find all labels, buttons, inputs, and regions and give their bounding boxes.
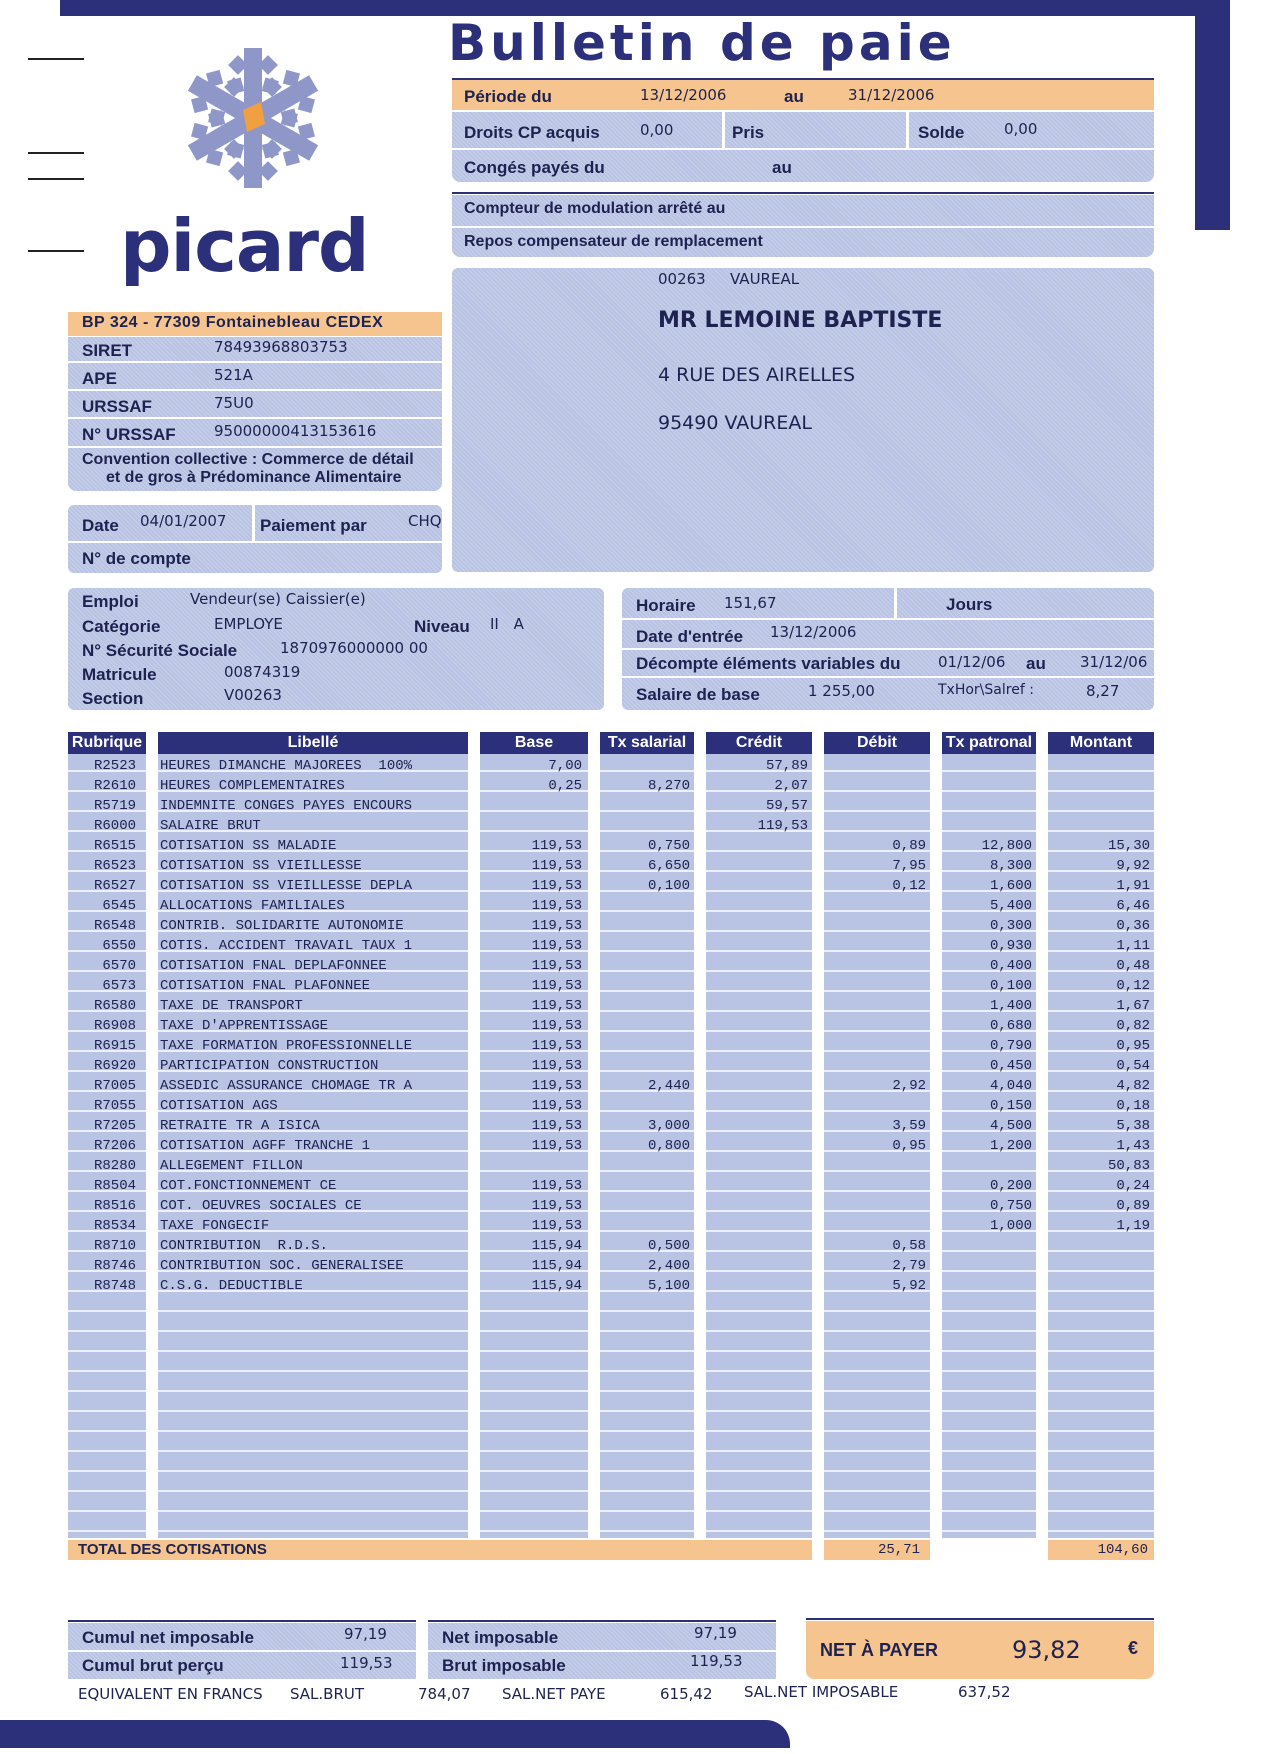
header-libelle: Libellé bbox=[158, 732, 468, 754]
cell-base: 119,53 bbox=[531, 1198, 582, 1214]
cell-libelle: TAXE DE TRANSPORT bbox=[160, 998, 303, 1014]
cell-rubrique: R8504 bbox=[93, 1178, 136, 1194]
repos-label: Repos compensateur de remplacement bbox=[464, 233, 763, 250]
cell-montant: 0,82 bbox=[1116, 1018, 1150, 1034]
cell-montant: 0,54 bbox=[1116, 1058, 1150, 1074]
cell-montant: 5,38 bbox=[1116, 1118, 1150, 1134]
fold-mark bbox=[28, 58, 84, 60]
cell-debit: 2,79 bbox=[892, 1258, 926, 1274]
cell-libelle: COTISATION FNAL DEPLAFONNEE bbox=[160, 958, 387, 974]
table-row bbox=[0, 1116, 1275, 1136]
salaire-label: Salaire de base bbox=[636, 685, 760, 704]
cell-base: 115,94 bbox=[531, 1278, 582, 1294]
cell-rubrique: R8710 bbox=[93, 1238, 136, 1254]
cell-montant: 0,24 bbox=[1116, 1178, 1150, 1194]
recipient-name: MR LEMOINE BAPTISTE bbox=[658, 308, 943, 333]
secu-label: N° Sécurité Sociale bbox=[82, 641, 238, 660]
cell-base: 119,53 bbox=[531, 858, 582, 874]
cell-rubrique: R8516 bbox=[93, 1198, 136, 1214]
cell-libelle: TAXE FONGECIF bbox=[160, 1218, 270, 1234]
cell-base: 119,53 bbox=[531, 958, 582, 974]
salaire-value: 1 255,00 bbox=[808, 682, 875, 700]
entree-value: 13/12/2006 bbox=[770, 623, 857, 641]
cell-montant: 1,91 bbox=[1116, 878, 1150, 894]
cell-libelle: COTISATION AGS bbox=[160, 1098, 278, 1114]
table-row bbox=[0, 896, 1275, 916]
cell-montant: 0,95 bbox=[1116, 1038, 1150, 1054]
cell-montant: 4,82 bbox=[1116, 1078, 1150, 1094]
cell-debit: 0,12 bbox=[892, 878, 926, 894]
recipient-street: 4 RUE DES AIRELLES bbox=[658, 364, 856, 386]
txhor-label: TxHor\Salref : bbox=[938, 682, 1034, 698]
cell-tx-patronal: 1,000 bbox=[989, 1218, 1032, 1234]
cell-base: 119,53 bbox=[531, 978, 582, 994]
cell-base: 119,53 bbox=[531, 938, 582, 954]
matricule-label: Matricule bbox=[82, 665, 157, 684]
table-row bbox=[0, 916, 1275, 936]
table-row bbox=[0, 756, 1275, 776]
net-imposable-label: Net imposable bbox=[442, 1628, 559, 1647]
cell-montant: 1,11 bbox=[1116, 938, 1150, 954]
euro-icon: € bbox=[1128, 1638, 1139, 1658]
cell-libelle: COTISATION FNAL PLAFONNEE bbox=[160, 978, 371, 994]
cell-libelle: TAXE FORMATION PROFESSIONNELLE bbox=[160, 1038, 413, 1054]
cell-libelle: COTISATION SS VIEILLESSE bbox=[160, 858, 362, 874]
recipient-code: 00263 bbox=[658, 270, 706, 288]
cell-libelle: CONTRIB. SOLIDARITE AUTONOMIE bbox=[160, 918, 404, 934]
cell-montant: 0,12 bbox=[1116, 978, 1150, 994]
recipient-city: 95490 VAUREAL bbox=[658, 412, 812, 434]
siret-label: SIRET bbox=[82, 341, 133, 360]
cell-tx-salarial: 0,500 bbox=[647, 1238, 690, 1254]
table-row bbox=[0, 1276, 1275, 1296]
paiement-value: CHQ bbox=[408, 512, 442, 530]
cell-montant: 0,48 bbox=[1116, 958, 1150, 974]
matricule-value: 00874319 bbox=[224, 663, 301, 681]
conges-au: au bbox=[772, 158, 792, 177]
txhor-value: 8,27 bbox=[1086, 682, 1120, 700]
cell-rubrique: R7055 bbox=[93, 1098, 136, 1114]
entree-label: Date d'entrée bbox=[636, 627, 744, 646]
cell-libelle: COTISATION SS VIEILLESSE DEPLA bbox=[160, 878, 413, 894]
cell-tx-salarial: 2,400 bbox=[647, 1258, 690, 1274]
corner-band bbox=[1195, 0, 1230, 230]
cell-tx-salarial: 0,750 bbox=[647, 838, 690, 854]
cell-montant: 15,30 bbox=[1107, 838, 1150, 854]
cell-base: 119,53 bbox=[531, 998, 582, 1014]
table-row bbox=[0, 776, 1275, 796]
header-credit: Crédit bbox=[706, 732, 812, 754]
cell-debit: 2,92 bbox=[892, 1078, 926, 1094]
convention-line2: et de gros à Prédominance Alimentaire bbox=[106, 469, 402, 486]
cell-debit: 0,58 bbox=[892, 1238, 926, 1254]
cell-rubrique: R6920 bbox=[93, 1058, 136, 1074]
cell-tx-patronal: 1,600 bbox=[989, 878, 1032, 894]
cell-credit: 119,53 bbox=[757, 818, 808, 834]
table-row bbox=[0, 936, 1275, 956]
cell-tx-salarial: 2,440 bbox=[647, 1078, 690, 1094]
cell-tx-patronal: 1,400 bbox=[989, 998, 1032, 1014]
header-base: Base bbox=[480, 732, 588, 754]
cell-tx-salarial: 6,650 bbox=[647, 858, 690, 874]
cell-debit: 5,92 bbox=[892, 1278, 926, 1294]
cell-libelle: ALLOCATIONS FAMILIALES bbox=[160, 898, 345, 914]
cell-rubrique: R5719 bbox=[93, 798, 136, 814]
francs-label: EQUIVALENT EN FRANCS bbox=[78, 1685, 263, 1703]
cell-base: 119,53 bbox=[531, 1098, 582, 1114]
francs-brut-label: SAL.BRUT bbox=[290, 1685, 365, 1703]
table-row bbox=[0, 876, 1275, 896]
cell-montant: 50,83 bbox=[1107, 1158, 1150, 1174]
decompte-label: Décompte éléments variables du bbox=[636, 654, 901, 673]
table-row bbox=[0, 836, 1275, 856]
table-row bbox=[0, 1036, 1275, 1056]
cell-rubrique: R6523 bbox=[93, 858, 136, 874]
table-row bbox=[0, 996, 1275, 1016]
total-debit: 25,71 bbox=[877, 1542, 920, 1558]
cell-montant: 9,92 bbox=[1116, 858, 1150, 874]
cell-rubrique: R7206 bbox=[93, 1138, 136, 1154]
cell-tx-patronal: 0,930 bbox=[989, 938, 1032, 954]
francs-brut: 784,07 bbox=[418, 1685, 471, 1703]
decompte-to: 31/12/06 bbox=[1080, 653, 1148, 671]
cell-montant: 6,46 bbox=[1116, 898, 1150, 914]
table-row bbox=[0, 1156, 1275, 1176]
num-urssaf-label: N° URSSAF bbox=[82, 425, 176, 444]
cell-libelle: COT. OEUVRES SOCIALES CE bbox=[160, 1198, 362, 1214]
cumul-brut-value: 119,53 bbox=[340, 1654, 393, 1672]
cell-base: 119,53 bbox=[531, 1058, 582, 1074]
categorie-value: EMPLOYE bbox=[214, 615, 283, 633]
cell-montant: 0,89 bbox=[1116, 1198, 1150, 1214]
cell-libelle: CONTRIBUTION SOC. GENERALISEE bbox=[160, 1258, 404, 1274]
cell-libelle: TAXE D'APPRENTISSAGE bbox=[160, 1018, 329, 1034]
secu-value: 1870976000000 00 bbox=[280, 639, 428, 657]
cell-tx-patronal: 0,750 bbox=[989, 1198, 1032, 1214]
date-label: Date bbox=[82, 516, 119, 535]
horaire-label: Horaire bbox=[636, 596, 696, 615]
cell-rubrique: R6908 bbox=[93, 1018, 136, 1034]
cell-rubrique: R6000 bbox=[93, 818, 136, 834]
cell-rubrique: 6545 bbox=[102, 898, 136, 914]
cp-acquis-label: Droits CP acquis bbox=[464, 123, 600, 142]
emploi-label: Emploi bbox=[82, 592, 139, 611]
cell-base: 7,00 bbox=[548, 758, 582, 774]
cell-montant: 1,19 bbox=[1116, 1218, 1150, 1234]
header-debit: Débit bbox=[824, 732, 930, 754]
table-row bbox=[0, 976, 1275, 996]
siret-value: 78493968803753 bbox=[214, 338, 348, 356]
cell-rubrique: 6570 bbox=[102, 958, 136, 974]
table-row bbox=[0, 1196, 1275, 1216]
niveau-value: II A bbox=[490, 615, 524, 633]
header-tx-salarial: Tx salarial bbox=[600, 732, 694, 754]
table-row bbox=[0, 1176, 1275, 1196]
cumul-net-label: Cumul net imposable bbox=[82, 1628, 254, 1647]
cell-base: 119,53 bbox=[531, 1138, 582, 1154]
cell-rubrique: R8746 bbox=[93, 1258, 136, 1274]
header-rubrique: Rubrique bbox=[68, 732, 146, 754]
francs-net-imp-label: SAL.NET IMPOSABLE bbox=[744, 1683, 899, 1701]
net-payer-value: 93,82 bbox=[1012, 1636, 1081, 1664]
cell-libelle: HEURES DIMANCHE MAJOREES 100% bbox=[160, 758, 413, 774]
fold-mark bbox=[28, 178, 84, 180]
convention-line1: Convention collective : Commerce de détail bbox=[82, 451, 414, 468]
cell-rubrique: R6548 bbox=[93, 918, 136, 934]
table-row bbox=[0, 1236, 1275, 1256]
compte-label: N° de compte bbox=[82, 549, 191, 568]
francs-net-paye-label: SAL.NET PAYE bbox=[502, 1685, 606, 1703]
cell-credit: 2,07 bbox=[774, 778, 808, 794]
cell-tx-patronal: 0,400 bbox=[989, 958, 1032, 974]
cell-libelle: COT.FONCTIONNEMENT CE bbox=[160, 1178, 337, 1194]
section-value: V00263 bbox=[224, 686, 282, 704]
conges-label: Congés payés du bbox=[464, 158, 605, 177]
cell-rubrique: 6550 bbox=[102, 938, 136, 954]
net-imposable-value: 97,19 bbox=[694, 1624, 737, 1642]
cell-base: 119,53 bbox=[531, 1118, 582, 1134]
cell-tx-patronal: 0,680 bbox=[989, 1018, 1032, 1034]
table-row bbox=[0, 796, 1275, 816]
cell-base: 119,53 bbox=[531, 1178, 582, 1194]
cell-tx-patronal: 8,300 bbox=[989, 858, 1032, 874]
emploi-value: Vendeur(se) Caissier(e) bbox=[190, 590, 366, 608]
table-row bbox=[0, 856, 1275, 876]
cell-credit: 59,57 bbox=[765, 798, 808, 814]
cell-montant: 0,36 bbox=[1116, 918, 1150, 934]
period-au: au bbox=[784, 87, 804, 106]
cp-pris-label: Pris bbox=[732, 123, 765, 142]
cell-rubrique: R2610 bbox=[93, 778, 136, 794]
header-tx-patronal: Tx patronal bbox=[942, 732, 1036, 754]
logo-wordmark: picard bbox=[120, 204, 369, 288]
cp-solde-label: Solde bbox=[918, 123, 965, 142]
brut-imposable-label: Brut imposable bbox=[442, 1656, 566, 1675]
header-montant: Montant bbox=[1048, 732, 1154, 754]
cell-base: 119,53 bbox=[531, 1218, 582, 1234]
cell-libelle: ASSEDIC ASSURANCE CHOMAGE TR A bbox=[160, 1078, 413, 1094]
table-row bbox=[0, 956, 1275, 976]
table-row bbox=[0, 1136, 1275, 1156]
cell-tx-patronal: 0,300 bbox=[989, 918, 1032, 934]
brut-imposable-value: 119,53 bbox=[690, 1652, 743, 1670]
table-row bbox=[0, 1016, 1275, 1036]
cell-base: 0,25 bbox=[548, 778, 582, 794]
cell-base: 119,53 bbox=[531, 1018, 582, 1034]
fold-mark bbox=[28, 250, 84, 252]
cell-base: 119,53 bbox=[531, 1038, 582, 1054]
ape-value: 521A bbox=[214, 366, 253, 384]
cell-tx-salarial: 0,100 bbox=[647, 878, 690, 894]
cell-libelle: COTIS. ACCIDENT TRAVAIL TAUX 1 bbox=[160, 938, 413, 954]
cp-solde: 0,00 bbox=[1004, 120, 1038, 138]
cell-rubrique: R6915 bbox=[93, 1038, 136, 1054]
ape-label: APE bbox=[82, 369, 117, 388]
table-row bbox=[0, 1076, 1275, 1096]
total-label: TOTAL DES COTISATIONS bbox=[78, 1541, 267, 1558]
num-urssaf-value: 9500000041315361​6 bbox=[214, 422, 377, 440]
cell-debit: 7,95 bbox=[892, 858, 926, 874]
cell-libelle: SALAIRE BRUT bbox=[160, 818, 261, 834]
cell-libelle: C.S.G. DEDUCTIBLE bbox=[160, 1278, 303, 1294]
cell-libelle: COTISATION AGFF TRANCHE 1 bbox=[160, 1138, 371, 1154]
cell-rubrique: R2523 bbox=[93, 758, 136, 774]
cell-credit: 57,89 bbox=[765, 758, 808, 774]
cell-tx-patronal: 5,400 bbox=[989, 898, 1032, 914]
cell-libelle: COTISATION SS MALADIE bbox=[160, 838, 337, 854]
cell-base: 119,53 bbox=[531, 918, 582, 934]
table-row bbox=[0, 1096, 1275, 1116]
cell-tx-patronal: 12,800 bbox=[981, 838, 1032, 854]
table-row bbox=[0, 816, 1275, 836]
cell-rubrique: 6573 bbox=[102, 978, 136, 994]
francs-net-paye: 615,42 bbox=[660, 1685, 713, 1703]
page-title: Bulletin de paie bbox=[448, 14, 956, 72]
paiement-label: Paiement par bbox=[260, 516, 367, 535]
cell-tx-patronal: 0,150 bbox=[989, 1098, 1032, 1114]
cell-rubrique: R8534 bbox=[93, 1218, 136, 1234]
cp-acquis: 0,00 bbox=[640, 121, 674, 139]
cell-debit: 0,89 bbox=[892, 838, 926, 854]
cell-rubrique: R6580 bbox=[93, 998, 136, 1014]
categorie-label: Catégorie bbox=[82, 617, 161, 636]
total-montant: 104,60 bbox=[1097, 1542, 1148, 1558]
cell-rubrique: R8748 bbox=[93, 1278, 136, 1294]
cell-tx-salarial: 8,270 bbox=[647, 778, 690, 794]
cell-tx-patronal: 0,200 bbox=[989, 1178, 1032, 1194]
cell-debit: 3,59 bbox=[892, 1118, 926, 1134]
francs-net-imp: 637,52 bbox=[958, 1683, 1011, 1701]
cell-rubrique: R6527 bbox=[93, 878, 136, 894]
cell-rubrique: R6515 bbox=[93, 838, 136, 854]
cell-libelle: RETRAITE TR A ISICA bbox=[160, 1118, 320, 1134]
cell-base: 119,53 bbox=[531, 838, 582, 854]
cumul-brut-label: Cumul brut perçu bbox=[82, 1656, 224, 1675]
fold-mark bbox=[28, 152, 84, 154]
cell-libelle: CONTRIBUTION R.D.S. bbox=[160, 1238, 329, 1254]
section-label: Section bbox=[82, 689, 144, 708]
cell-debit: 0,95 bbox=[892, 1138, 926, 1154]
cell-montant: 0,18 bbox=[1116, 1098, 1150, 1114]
recipient-city-code: VAUREAL bbox=[730, 270, 800, 288]
cell-tx-patronal: 0,450 bbox=[989, 1058, 1032, 1074]
bottom-band bbox=[0, 1720, 790, 1748]
cell-base: 115,94 bbox=[531, 1238, 582, 1254]
period-from: 13/12/2006 bbox=[640, 86, 727, 104]
cell-rubrique: R8280 bbox=[93, 1158, 136, 1174]
cell-rubrique: R7005 bbox=[93, 1078, 136, 1094]
cell-libelle: PARTICIPATION CONSTRUCTION bbox=[160, 1058, 379, 1074]
cell-base: 119,53 bbox=[531, 898, 582, 914]
cell-tx-patronal: 4,500 bbox=[989, 1118, 1032, 1134]
cell-base: 119,53 bbox=[531, 878, 582, 894]
cumul-net-value: 97,19 bbox=[344, 1625, 387, 1643]
period-label: Période du bbox=[464, 87, 552, 106]
cell-montant: 1,43 bbox=[1116, 1138, 1150, 1154]
date-value: 04/01/2007 bbox=[140, 512, 227, 530]
net-payer-label: NET À PAYER bbox=[820, 1640, 939, 1660]
cell-base: 115,94 bbox=[531, 1258, 582, 1274]
cell-tx-salarial: 0,800 bbox=[647, 1138, 690, 1154]
cell-libelle: ALLEGEMENT FILLON bbox=[160, 1158, 303, 1174]
period-to: 31/12/2006 bbox=[848, 86, 935, 104]
decompte-au: au bbox=[1026, 654, 1046, 673]
cell-rubrique: R7205 bbox=[93, 1118, 136, 1134]
cell-libelle: INDEMNITE CONGES PAYES ENCOURS bbox=[160, 798, 413, 814]
employer-address: BP 324 - 77309 Fontainebleau CEDEX bbox=[82, 314, 384, 331]
decompte-from: 01/12/06 bbox=[938, 653, 1006, 671]
horaire-value: 151,67 bbox=[724, 594, 777, 612]
table-row bbox=[0, 1056, 1275, 1076]
cell-base: 119,53 bbox=[531, 1078, 582, 1094]
urssaf-value: 75U0 bbox=[214, 394, 254, 412]
cell-tx-patronal: 1,200 bbox=[989, 1138, 1032, 1154]
table-row bbox=[0, 1216, 1275, 1236]
table-row bbox=[0, 1256, 1275, 1276]
niveau-label: Niveau bbox=[414, 617, 470, 636]
cell-montant: 1,67 bbox=[1116, 998, 1150, 1014]
cell-tx-salarial: 5,100 bbox=[647, 1278, 690, 1294]
jours-label: Jours bbox=[946, 595, 993, 614]
cell-tx-patronal: 4,040 bbox=[989, 1078, 1032, 1094]
cell-tx-salarial: 3,000 bbox=[647, 1118, 690, 1134]
cell-tx-patronal: 0,790 bbox=[989, 1038, 1032, 1054]
compteur-label: Compteur de modulation arrêté au bbox=[464, 200, 726, 217]
urssaf-label: URSSAF bbox=[82, 397, 152, 416]
cell-tx-patronal: 0,100 bbox=[989, 978, 1032, 994]
cell-libelle: HEURES COMPLEMENTAIRES bbox=[160, 778, 345, 794]
